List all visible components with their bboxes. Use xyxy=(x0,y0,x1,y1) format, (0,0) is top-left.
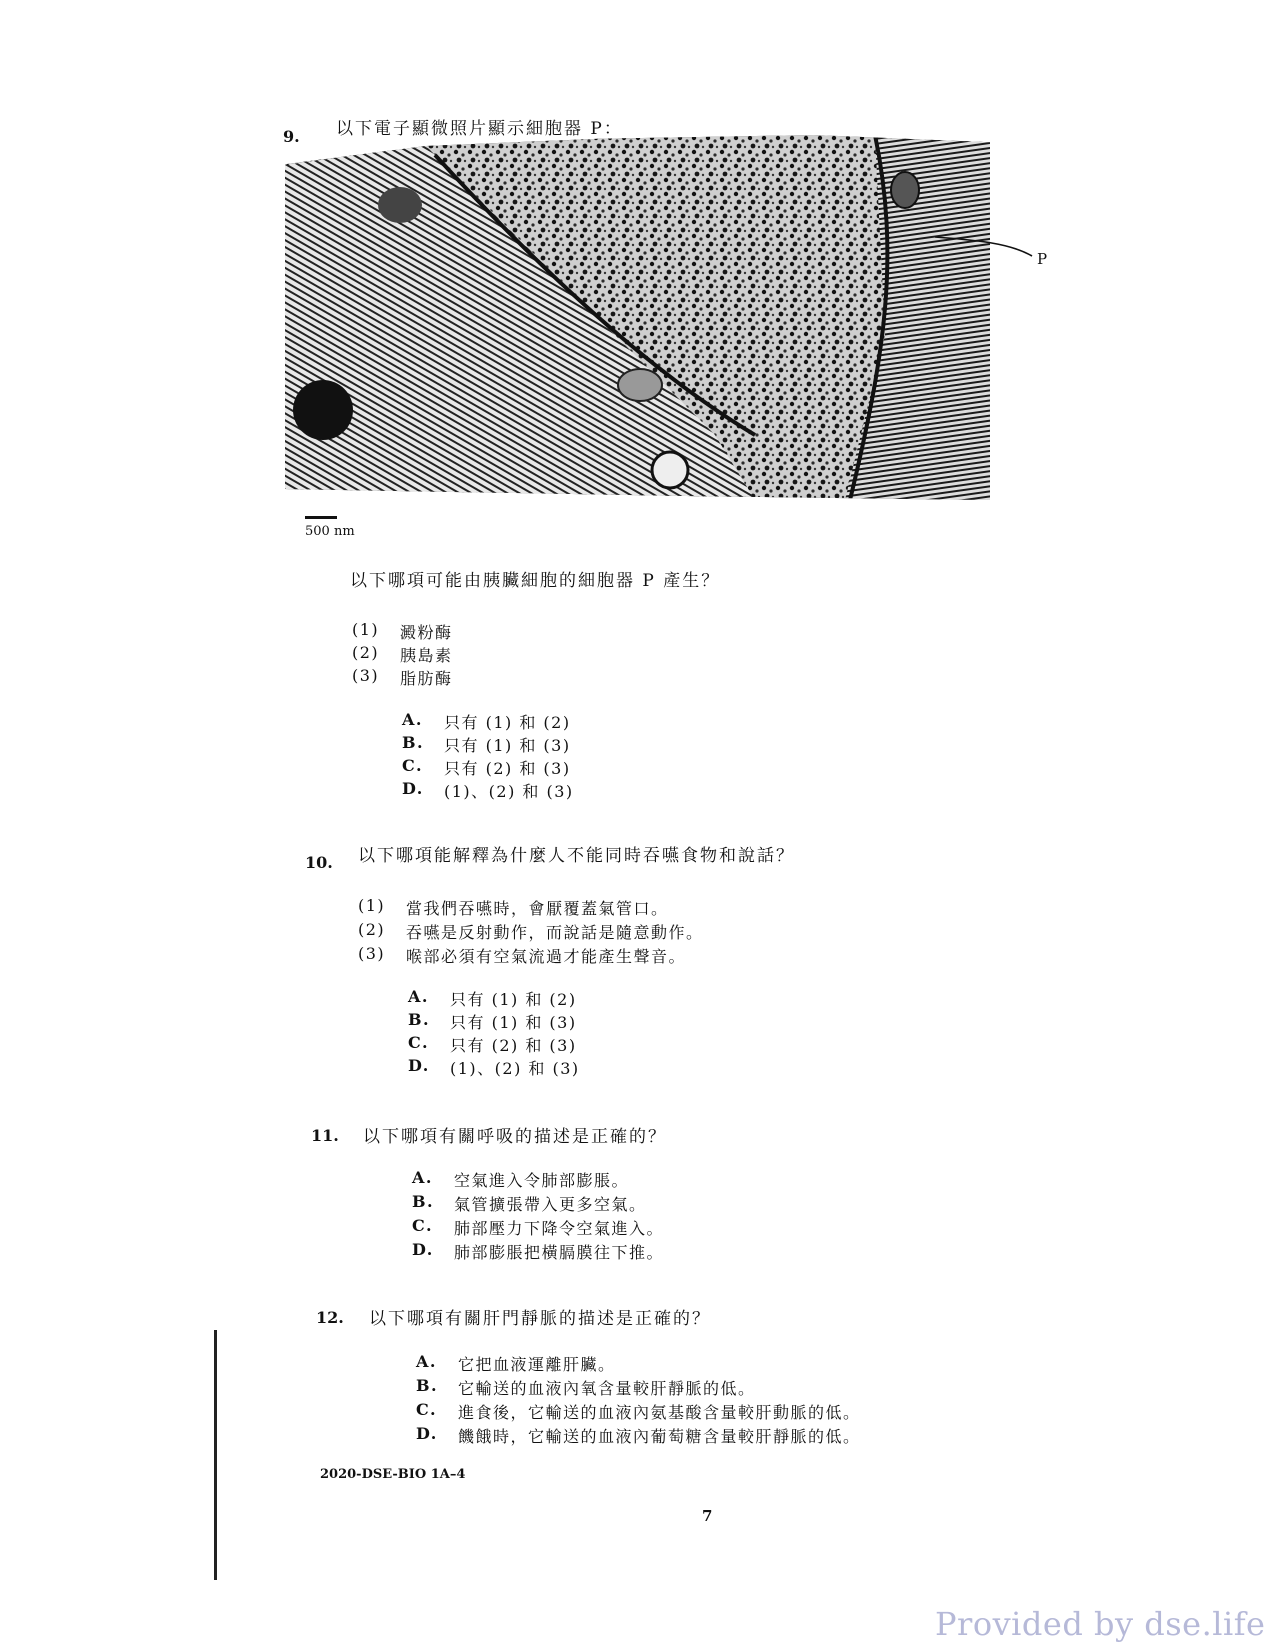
option-text: 饑餓時，它輸送的血液內葡萄糖含量較肝靜脈的低。 xyxy=(458,1427,861,1446)
q9-option-b xyxy=(402,733,571,756)
option-text: 只有 (1) 和 (3) xyxy=(444,736,571,755)
label-p: P xyxy=(1037,250,1048,268)
question-12-number: 12. xyxy=(316,1308,344,1327)
q11-option-a xyxy=(412,1168,629,1191)
option-letter: A. xyxy=(412,1168,433,1187)
option-letter: B. xyxy=(412,1192,435,1211)
watermark: Provided by dse.life xyxy=(935,1605,1266,1643)
q9-statement-3 xyxy=(352,666,453,689)
option-letter: B. xyxy=(416,1376,439,1395)
option-text: 只有 (1) 和 (2) xyxy=(444,713,571,732)
question-10-text: 以下哪項能解釋為什麼人不能同時吞嚥食物和說話？ xyxy=(358,846,795,866)
q11-option-c xyxy=(412,1216,664,1239)
question-11-text: 以下哪項有關呼吸的描述是正確的？ xyxy=(363,1127,667,1147)
option-letter: C. xyxy=(402,756,424,775)
option-letter: D. xyxy=(402,779,424,798)
option-letter: D. xyxy=(416,1424,438,1443)
scale-bar xyxy=(305,516,337,519)
option-text: 只有 (1) 和 (3) xyxy=(450,1013,577,1032)
option-letter: B. xyxy=(402,733,425,752)
option-letter: D. xyxy=(412,1240,434,1259)
q12-option-b xyxy=(416,1376,756,1399)
option-text: 它把血液運離肝臟。 xyxy=(458,1355,616,1374)
option-text: 只有 (2) 和 (3) xyxy=(444,759,571,778)
q9-statement-1 xyxy=(352,620,453,643)
q9-statement-2 xyxy=(352,643,453,666)
q10-option-d xyxy=(408,1056,580,1079)
q9-option-c xyxy=(402,756,571,779)
statement-text: 胰島素 xyxy=(400,646,453,665)
option-letter: C. xyxy=(416,1400,438,1419)
statement-number: (3) xyxy=(352,666,380,685)
option-text: 進食後，它輸送的血液內氨基酸含量較肝動脈的低。 xyxy=(458,1403,861,1422)
q10-option-c xyxy=(408,1033,577,1056)
statement-number: (2) xyxy=(352,643,380,662)
question-9-intro: 以下電子顯微照片顯示細胞器 P： xyxy=(336,119,623,139)
q11-option-d xyxy=(412,1240,664,1263)
question-9-number: 9. xyxy=(283,127,300,146)
scale-bar-label: 500 nm xyxy=(305,524,355,539)
option-text: (1)、(2) 和 (3) xyxy=(450,1059,580,1078)
question-10-number: 10. xyxy=(305,853,333,872)
statement-number: (3) xyxy=(358,944,386,963)
electron-micrograph xyxy=(285,135,990,500)
q10-option-b xyxy=(408,1010,577,1033)
statement-number: (1) xyxy=(352,620,380,639)
q9-option-a xyxy=(402,710,571,733)
option-letter: D. xyxy=(408,1056,430,1075)
option-text: 它輸送的血液內氧含量較肝靜脈的低。 xyxy=(458,1379,756,1398)
q11-option-b xyxy=(412,1192,647,1215)
option-text: 空氣進入令肺部膨脹。 xyxy=(454,1171,630,1190)
q10-statement-3 xyxy=(358,944,686,967)
option-letter: A. xyxy=(408,987,429,1006)
option-text: (1)、(2) 和 (3) xyxy=(444,782,574,801)
q12-option-a xyxy=(416,1352,616,1375)
q10-statement-2 xyxy=(358,920,704,943)
statement-text: 吞嚥是反射動作，而說話是隨意動作。 xyxy=(406,923,704,942)
statement-text: 脂肪酶 xyxy=(400,669,453,688)
exam-paper-code: 2020-DSE-BIO 1A–4 xyxy=(320,1467,466,1482)
page-number: 7 xyxy=(702,1507,713,1525)
q10-option-a xyxy=(408,987,577,1010)
option-letter: C. xyxy=(408,1033,430,1052)
statement-text: 澱粉酶 xyxy=(400,623,453,642)
q10-statement-1 xyxy=(358,896,669,919)
q12-option-c xyxy=(416,1400,861,1423)
statement-number: (1) xyxy=(358,896,386,915)
question-12-text: 以下哪項有關肝門靜脈的描述是正確的？ xyxy=(369,1309,711,1329)
option-text: 只有 (2) 和 (3) xyxy=(450,1036,577,1055)
option-text: 氣管擴張帶入更多空氣。 xyxy=(454,1195,647,1214)
question-11-number: 11. xyxy=(311,1126,339,1145)
statement-number: (2) xyxy=(358,920,386,939)
question-9-text: 以下哪項可能由胰臟細胞的細胞器 P 產生？ xyxy=(350,571,721,591)
option-letter: A. xyxy=(416,1352,437,1371)
statement-text: 喉部必須有空氣流過才能產生聲音。 xyxy=(406,947,687,966)
q9-option-d xyxy=(402,779,574,802)
option-text: 肺部膨脹把橫膈膜往下推。 xyxy=(454,1243,665,1262)
q12-option-d xyxy=(416,1424,861,1447)
option-letter: C. xyxy=(412,1216,434,1235)
option-text: 肺部壓力下降令空氣進入。 xyxy=(454,1219,665,1238)
option-letter: B. xyxy=(408,1010,431,1029)
statement-text: 當我們吞嚥時，會厭覆蓋氣管口。 xyxy=(406,899,669,918)
option-letter: A. xyxy=(402,710,423,729)
option-text: 只有 (1) 和 (2) xyxy=(450,990,577,1009)
scan-edge-line xyxy=(214,1330,217,1580)
